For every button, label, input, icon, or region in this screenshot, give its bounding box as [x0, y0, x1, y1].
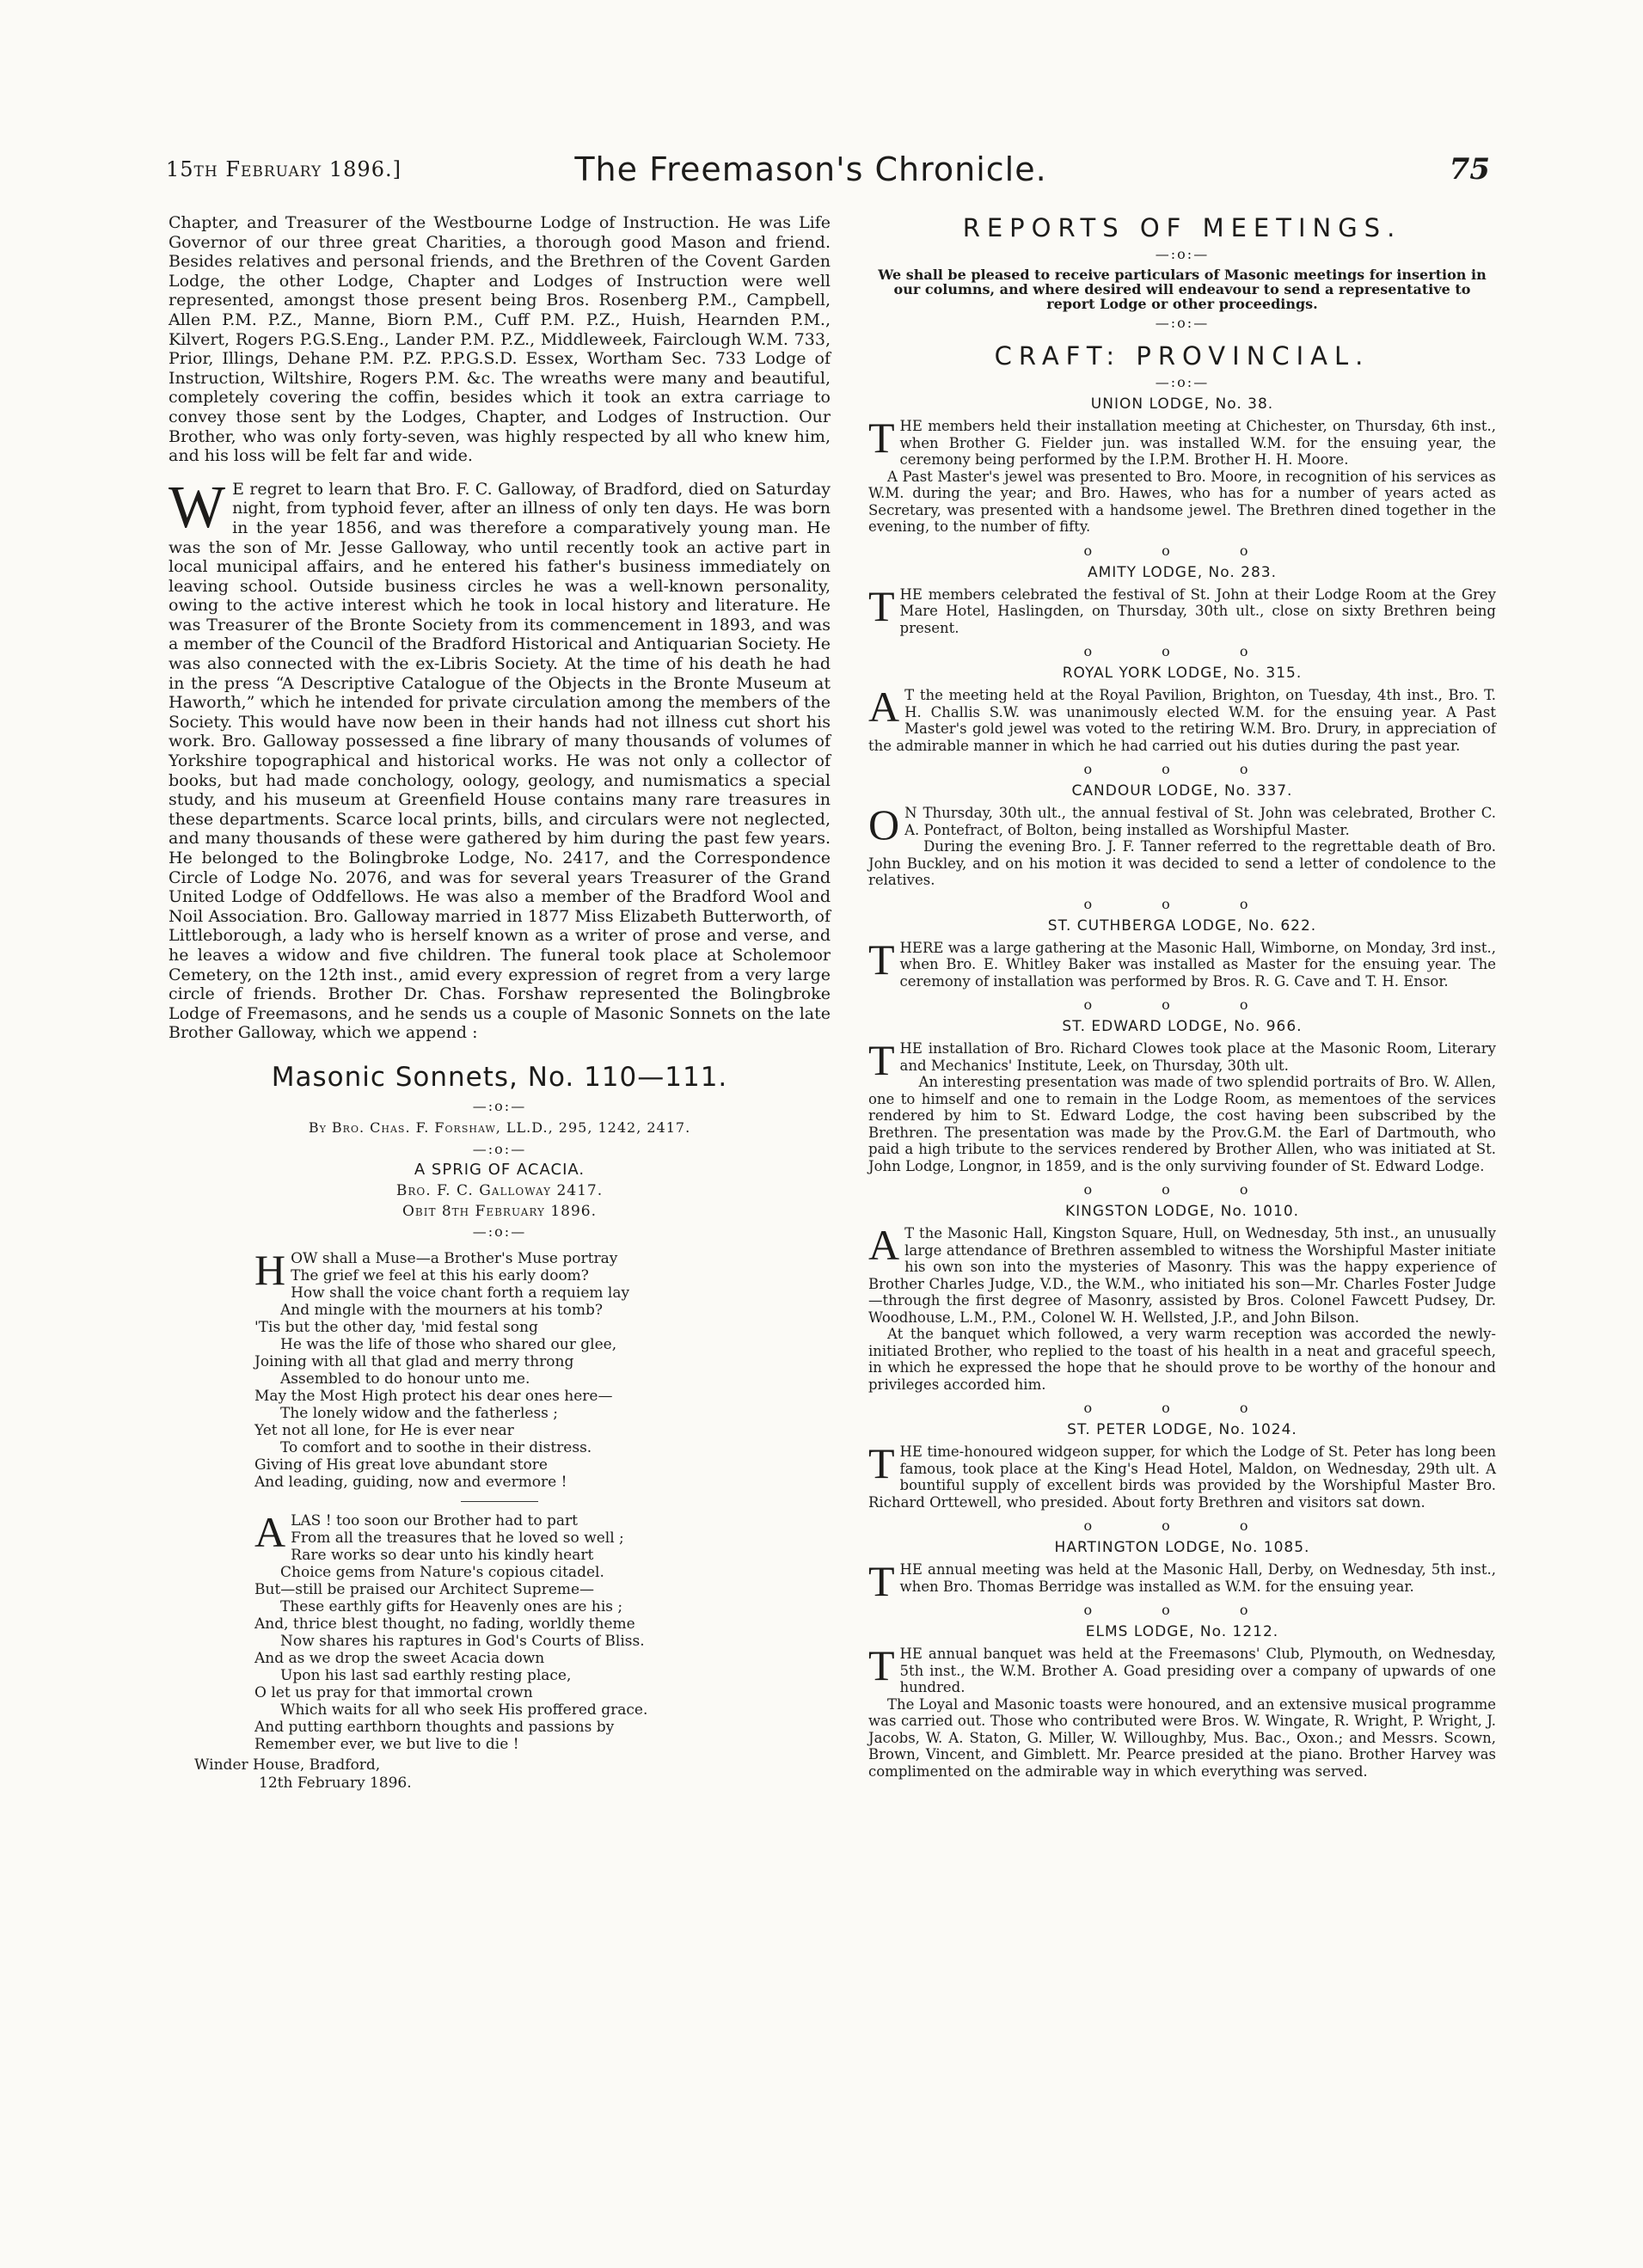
lodge-report — [868, 395, 1496, 536]
drop-cap: T — [868, 1439, 895, 1487]
publication-title: The Freemason's Chronicle. — [574, 150, 1047, 188]
poem-line: And, thrice blest thought, no fading, worldly theme — [254, 1615, 635, 1633]
drop-cap: T — [868, 1557, 895, 1605]
drop-cap: T — [868, 414, 895, 462]
lodge-heading: ST. EDWARD LODGE, No. 966. — [1062, 1018, 1303, 1035]
lodge-report — [868, 917, 1496, 990]
lodge-report-paragraph: An interesting presentation was made of two splendid portraits of Bro. W. Allen, one to himself and one to remain in the Lodge Room, as mementoes of the services rendered by him to St. Edward Lodge, the cost having been subscribed by the Brethren. The presentation was made by the Prov.G.M. the Earl of Dartmouth, who paid a high tribute to the services rendered by Brother Allen, who was initiated at St. John Lodge, Longnor, in 1859, and is the only surviving founder of St. Edward Lodge. — [868, 1074, 1496, 1174]
lodge-report — [868, 1623, 1496, 1780]
lodge-report-text: T the meeting held at the Royal Pavilion, Brighton, on Tuesday, 4th inst., Bro. T. H. Challis S.W. was unanimously elected W.M. for the ensuing year. A Past Master's gold jewel was voted to the retiring W.M. Bro. Drury, in appreciation of the admirable manner in which he had carried out his duties during the past year. — [868, 687, 1496, 754]
lodge-heading: UNION LODGE, No. 38. — [1090, 395, 1274, 413]
lodge-report-paragraph — [868, 414, 1496, 469]
lodge-report-text: HE time-honoured widgeon supper, for which the Lodge of St. Peter has long been famous, took place at the King's Head Hotel, Maldon, on Wednesday, 29th ult. A bountiful supply of excellent birds was provided by the Worshipful Master Bro. Richard Orttewell, who presided. About forty Brethren and visitors sat down. — [868, 1444, 1496, 1511]
lodge-report-text: HE members held their installation meeting at Chichester, on Thursday, 6th inst., when Brother G. Fielder jun. was installed W.M. for the ensuing year, the ceremony being performed by the I.P.M. Brother H. H. Moore. — [899, 418, 1496, 468]
signature-date: 12th February 1896. — [259, 1774, 412, 1792]
poem-line: These earthly gifts for Heavenly ones are his ; — [280, 1597, 623, 1615]
page-header — [166, 150, 1490, 188]
poem-line: Assembled to do honour unto me. — [280, 1370, 530, 1388]
lodge-report-paragraph: During the evening Bro. J. F. Tanner referred to the regrettable death of Bro. John Buckley, and on his motion it was decided to send a letter of condolence to the relatives. — [868, 838, 1496, 888]
section-ornament: o o o — [1083, 643, 1281, 659]
craft-provincial-heading: CRAFT: PROVINCIAL. — [994, 341, 1370, 371]
sonnet-two-lines — [254, 1507, 831, 1753]
poem-dedication: Bro. F. C. Galloway 2417. — [395, 1181, 604, 1199]
section-ornament: o o o — [1083, 1602, 1281, 1618]
lodge-report-text: HE members celebrated the festival of St. John at their Lodge Room at the Grey Mare Hotel, Haslingden, on Thursday, 30th ult., close on sixty Brethren being present. — [899, 585, 1496, 636]
poem-line: May the Most High protect his dear ones here— — [254, 1387, 613, 1405]
separator: —:o:— — [1155, 246, 1210, 262]
lodge-heading: ST. CUTHBERGA LODGE, No. 622. — [1047, 916, 1317, 935]
lodge-report-paragraph — [868, 800, 1496, 849]
lodge-heading: HARTINGTON LODGE, No. 1085. — [1054, 1539, 1310, 1556]
lodge-report — [868, 564, 1496, 637]
sonnet-one — [254, 1245, 831, 1491]
issue-date: 15th February 1896.] — [166, 157, 402, 181]
drop-cap: A — [868, 1221, 900, 1269]
poem-line: But—still be praised our Architect Supreme— — [254, 1580, 595, 1598]
poem-line: And leading, guiding, now and evermore ! — [254, 1473, 567, 1491]
lodge-report-text: N Thursday, 30th ult., the annual festival of St. John was celebrated, Brother C. A. Pontefract, of Bolton, being installed as Worshipful Master. — [904, 805, 1496, 838]
poem-line: O let us pray for that immortal crown — [254, 1683, 533, 1701]
separator: —:o:— — [1155, 374, 1210, 390]
lodge-heading: ROYAL YORK LODGE, No. 315. — [1062, 665, 1303, 682]
lodge-report-paragraph: The Loyal and Masonic toasts were honoured, and an extensive musical programme was carried out. Those who contributed were Bros. W. Wingate, R. Wright, P. Wright, J. Jacobs, W. A. Staton, G. Miller, W. Willoughby, Mus. Bac., Oxon.; and Messrs. Scown, Brown, Vincent, and Gimblett. Mr. Pearce presided at the piano. Brother Harvey was complimented on the admirable way in which everything was served. — [868, 1695, 1496, 1780]
poem-line: How shall the voice chant forth a requiem lay — [291, 1284, 630, 1302]
lodge-report-text: HE annual meeting was held at the Masonic Hall, Derby, on Wednesday, 5th inst., when Bro. Thomas Berridge was installed as W.M. for the ensuing year. — [899, 1561, 1496, 1595]
signature-place: Winder House, Bradford, — [194, 1756, 381, 1774]
lodge-report-paragraph — [868, 1036, 1496, 1084]
signature — [194, 1756, 831, 1793]
poem-line: Rare works so dear unto his kindly heart — [291, 1546, 594, 1564]
lodge-report-paragraph — [868, 1439, 1496, 1511]
lodge-heading: ST. PETER LODGE, No. 1024. — [1067, 1421, 1297, 1438]
poem-line: He was the life of those who shared our glee, — [280, 1335, 617, 1353]
drop-cap: T — [868, 935, 895, 984]
lodge-report-paragraph — [868, 1221, 1496, 1326]
drop-cap: W — [169, 474, 226, 541]
lodge-report — [868, 782, 1496, 889]
lodge-report — [868, 1421, 1496, 1511]
galloway-obituary-text: E regret to learn that Bro. F. C. Galloway, of Bradford, died on Saturday night, from typhoid fever, after an illness of only ten days. He was born in the year 1856, and was therefore a comparatively young man. He was the son of Mr. Jesse Galloway, who until recently took an active part in local municipal affairs, and he entered his father's business immediately on leaving school. Outside business circles he was a well-known personality, owing to the active interest which he took in local history and literature. He was Treasurer of the Bronte Society from its commencement in 1893, and was a member of the Council of the Bradford Historical and Antiquarian Society. He was also connected with the ex-Libris Society. At the time of his death he had in the press “A Descriptive Catalogue of the Objects in the Bronte Museum at Haworth,” which he intended for private circulation among the members of the Society. This would have now been in their hands had not illness cut short his work. Bro. Galloway possessed a fine library of many thousands of volumes of Yorkshire topographical and historical works. He was not only a collector of books, but had made conchology, oology, geology, and numismatics a special study, and his museum at Greenfield House contains many rare treasures in these departments. Scarce local prints, bills, and circulars were not neglected, and many thousands of these were gathered by him during the past few years. He belonged to the Bolingbroke Lodge, No. 2417, and the Correspondence Circle of Lodge No. 2076, and was for several years Treasurer of the Grand United Lodge of Oddfellows. He was also a member of the Bradford Wool and Noil Association. Bro. Galloway married in 1877 Miss Elizabeth Butterworth, of Littleborough, a lady who is herself known as a writer of prose and verse, and he leaves a widow and five children. The funeral took place at Scholemoor Cemetery, on the 12th inst., amid every expression of regret from a very large circle of friends. Brother Dr. Chas. Forshaw represented the Bolingbroke Lodge of Freemasons, and he sends us a couple of Masonic Sonnets on the late Brother Galloway, which we append : — [169, 479, 831, 1043]
poem-line: Upon his last sad earthly resting place, — [280, 1666, 572, 1684]
lodge-heading: CANDOUR LODGE, No. 337. — [1071, 782, 1293, 800]
poem-line: LAS ! too soon our Brother had to part — [291, 1511, 578, 1529]
lodge-report-paragraph — [868, 935, 1496, 990]
lodge-report — [868, 1539, 1496, 1605]
lodge-report — [868, 1018, 1496, 1174]
poem-line: 'Tis but the other day, 'mid festal song — [254, 1318, 538, 1336]
lodge-report-text: T the Masonic Hall, Kingston Square, Hull, on Wednesday, 5th inst., an unusually large attendance of Brethren assembled to witness the Worshipful Master initiate his own son into the mysteries of Masonry. This was the happy experience of Brother Charles Judge, V.D., the W.M., who initiated his son—Mr. Charles Foster Judge—through the first degree of Masonry, assisted by Bros. Colonel Fawcett Pudsey, Dr. Woodhouse, L.M., P.M., Colonel W. H. Wellsted, J.P., and John Bilson. — [868, 1225, 1496, 1326]
section-ornament: o o o — [1083, 1181, 1281, 1198]
lodge-report-paragraph — [868, 1641, 1496, 1696]
lodge-report-text: HE installation of Bro. Richard Clowes took place at the Masonic Room, Literary and Mechanics' Institute, Leek, on Thursday, 30th ult. — [899, 1040, 1496, 1074]
lodge-report-paragraph — [868, 581, 1496, 637]
drop-cap: O — [868, 800, 900, 849]
poem-line: Which waits for all who seek His proffered grace. — [280, 1701, 648, 1719]
lodge-heading: AMITY LODGE, No. 283. — [1087, 563, 1278, 581]
poem-line: OW shall a Muse—a Brother's Muse portray — [291, 1249, 618, 1267]
poem-line: The lonely widow and the fatherless ; — [280, 1404, 559, 1422]
section-ornament: o o o — [1083, 761, 1281, 777]
galloway-obituary-paragraph — [169, 474, 831, 1043]
separator: —:o:— — [472, 1140, 527, 1157]
poem-line: Remember ever, we but live to die ! — [254, 1735, 519, 1753]
poem-line: And mingle with the mourners at his tomb? — [280, 1301, 603, 1319]
drop-cap: T — [868, 1036, 895, 1084]
poem-line: To comfort and to soothe in their distress. — [280, 1438, 592, 1456]
lodge-reports — [868, 395, 1496, 1780]
section-ornament: o o o — [1083, 542, 1281, 559]
poem-line: The grief we feel at this his early doom? — [291, 1266, 589, 1284]
lodge-report-text: HERE was a large gathering at the Masonic Hall, Wimborne, on Monday, 3rd inst., when Bro. E. Whitley Baker was installed as Master for the ensuing year. The ceremony of installation was performed by Bros. R. G. Cave and T. H. Ensor. — [899, 939, 1496, 990]
section-ornament: o o o — [1083, 996, 1281, 1013]
lodge-report-paragraph: A Past Master's jewel was presented to Bro. Moore, in recognition of his services as W.M. during the year; and Bro. Hawes, who has for a number of years acted as Secretary, was presented with a handsome jewel. The Brethren dined together in the evening, to the number of fifty. — [868, 468, 1496, 535]
lodge-report-text: HE annual banquet was held at the Freemasons' Club, Plymouth, on Wednesday, 5th inst., the W.M. Brother A. Goad presiding over a company of upwards of one hundred. — [899, 1646, 1496, 1695]
lodge-report-paragraph — [868, 1557, 1496, 1605]
obituary-continued-paragraph: Chapter, and Treasurer of the Westbourne Lodge of Instruction. He was Life Governor of our three great Charities, a thorough good Mason and friend. Besides relatives and personal friends, and the Brethren of the Covent Garden Lodge, the other Lodge, Chapter and Lodges of Instruction were well represented, amongst those present being Bros. Rosenberg P.M., Campbell, Allen P.M. P.Z., Manne, Biorn P.M., Cuff P.M. P.Z., Huish, Hearnden P.M., Kilvert, Rogers P.G.S.Eng., Lander P.M. P.Z., Middleweek, Fairclough W.M. 733, Prior, Illings, Dehane P.M. P.Z. P.P.G.S.D. Essex, Wortham Sec. 733 Lodge of Instruction, Wiltshire, Rogers P.M. &c. The wreaths were many and beautiful, completely covering the coffin, besides which it took an extra carriage to convey those sent by the Lodges, Chapter, and Lodges of Instruction. Our Brother, who was only forty-seven, was highly respected by all who knew him, and his loss will be felt far and wide. — [169, 213, 831, 466]
poem-line: And putting earthborn thoughts and passions by — [254, 1718, 615, 1736]
byline: By Bro. Chas. F. Forshaw, LL.D., 295, 1242, 2417. — [308, 1119, 691, 1136]
drop-cap: T — [868, 581, 895, 630]
poem-line: Giving of His great love abundant store — [254, 1456, 548, 1474]
drop-cap: H — [254, 1245, 286, 1294]
section-ornament: o o o — [1083, 1400, 1281, 1416]
lodge-heading: KINGSTON LODGE, No. 1010. — [1064, 1203, 1300, 1220]
reports-heading: REPORTS OF MEETINGS. — [962, 213, 1402, 242]
section-ornament: o o o — [1083, 1517, 1281, 1534]
poem-line: Now shares his raptures in God's Courts of Bliss. — [280, 1632, 645, 1650]
poem-obit-date: Obit 8th February 1896. — [402, 1202, 598, 1220]
divider — [461, 1501, 538, 1502]
sonnet-one-lines — [254, 1245, 831, 1491]
right-column — [868, 213, 1496, 1785]
page-number: 75 — [1449, 152, 1490, 187]
sonnets-title: Masonic Sonnets, No. 110—111. — [271, 1061, 728, 1093]
poem-line: Yet not all lone, for He is ever near — [254, 1421, 514, 1439]
sonnet-two — [254, 1507, 831, 1753]
poem-line: And as we drop the sweet Acacia down — [254, 1649, 545, 1667]
lodge-report-paragraph — [868, 683, 1496, 754]
lodge-report-paragraph: At the banquet which followed, a very warm reception was accorded the newly-initiated Brother, who replied to the toast of his health in a neat and graceful speech, in which he expressed the hope that he should prove to be worthy of the honour and privileges accorded him. — [868, 1326, 1496, 1393]
poem-line: Joining with all that glad and merry throng — [254, 1352, 574, 1370]
separator: —:o:— — [472, 1097, 527, 1114]
lodge-report — [868, 665, 1496, 754]
left-column — [169, 213, 831, 1793]
editorial-note: We shall be pleased to receive particulars of Masonic meetings for insertion in our columns, and where desired will endeavour to send a representative to report Lodge or other proceedings. — [878, 267, 1487, 312]
drop-cap: A — [868, 683, 900, 731]
poem-title: A SPRIG OF ACACIA. — [414, 1160, 585, 1179]
lodge-heading: ELMS LODGE, No. 1212. — [1085, 1623, 1279, 1640]
separator: —:o:— — [472, 1223, 527, 1240]
poem-line: From all the treasures that he loved so well ; — [291, 1529, 624, 1547]
separator: —:o:— — [1155, 315, 1210, 331]
drop-cap: A — [254, 1507, 286, 1556]
drop-cap: T — [868, 1641, 895, 1689]
poem-line: Choice gems from Nature's copious citadel. — [280, 1563, 604, 1581]
section-ornament: o o o — [1083, 895, 1281, 912]
lodge-report — [868, 1203, 1496, 1393]
